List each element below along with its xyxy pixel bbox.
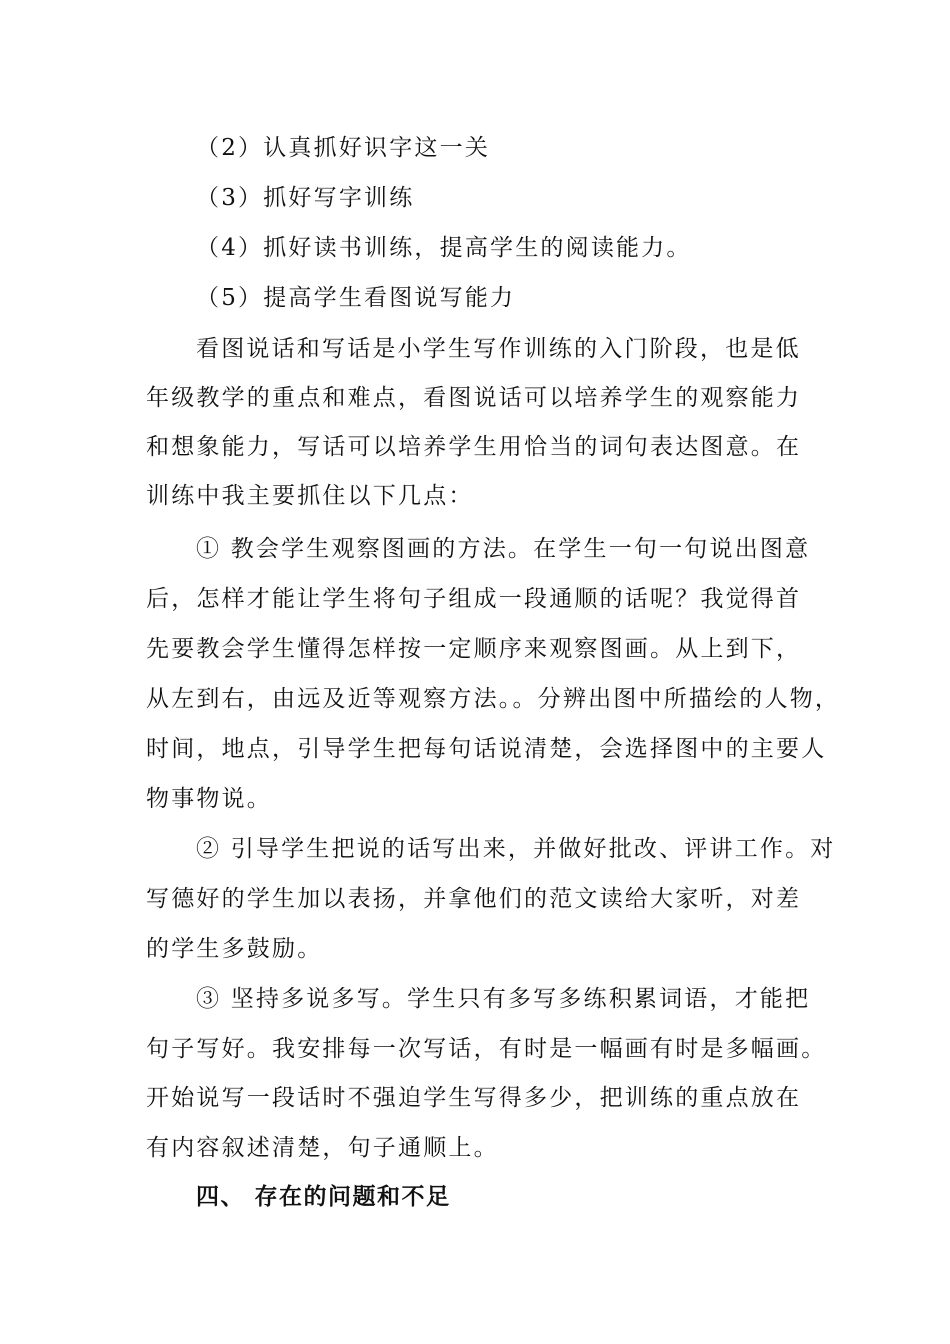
point-2-line: ② 引导学生把说的话写出来，并做好批改、评讲工作。对: [196, 836, 836, 862]
point-3-line: 开始说写一段话时不强迫学生写得多少，把训练的重点放在: [146, 1085, 802, 1111]
point-1-line: 从左到右，由远及近等观察方法。。分辨出图中所描绘的人物，: [146, 686, 841, 712]
point-1-line: 时间，地点，引导学生把每句话说清楚，会选择图中的主要人: [146, 736, 827, 762]
point-3-line: 有内容叙述清楚，句子通顺上。: [146, 1135, 499, 1161]
point-1-line: ① 教会学生观察图画的方法。在学生一句一句说出图意: [196, 536, 811, 562]
intro-paragraph-line: 和想象能力，写话可以培养学生用恰当的词句表达图意。在: [146, 434, 802, 460]
point-1-line: 先要教会学生懂得怎样按一定顺序来观察图画。从上到下，: [146, 636, 802, 662]
point-1-line: 物事物说。: [146, 786, 272, 812]
point-1-line: 后，怎样才能让学生将句子组成一段通顺的话呢？我觉得首: [146, 586, 802, 612]
point-2-line: 的学生多鼓励。: [146, 936, 323, 962]
list-item-3: （3）抓好写字训练: [196, 185, 415, 211]
list-item-5: （5）提高学生看图说写能力: [196, 285, 516, 311]
section-heading: 四、 存在的问题和不足: [196, 1183, 451, 1210]
intro-paragraph-line: 年级教学的重点和难点，看图说话可以培养学生的观察能力: [146, 385, 802, 411]
list-item-4: （4）抓好读书训练，提高学生的阅读能力。: [196, 235, 692, 261]
point-2-line: 写德好的学生加以表扬，并拿他们的范文读给大家听，对差: [146, 886, 802, 912]
point-3-line: 句子写好。我安排每一次写话，有时是一幅画有时是多幅画。: [146, 1036, 827, 1062]
intro-paragraph-line: 看图说话和写话是小学生写作训练的入门阶段，也是低: [196, 336, 801, 362]
list-item-2: （2）认真抓好识字这一关: [196, 135, 491, 161]
point-3-line: ③ 坚持多说多写。学生只有多写多练积累词语，才能把: [196, 986, 811, 1012]
intro-paragraph-line: 训练中我主要抓住以下几点：: [146, 483, 474, 509]
